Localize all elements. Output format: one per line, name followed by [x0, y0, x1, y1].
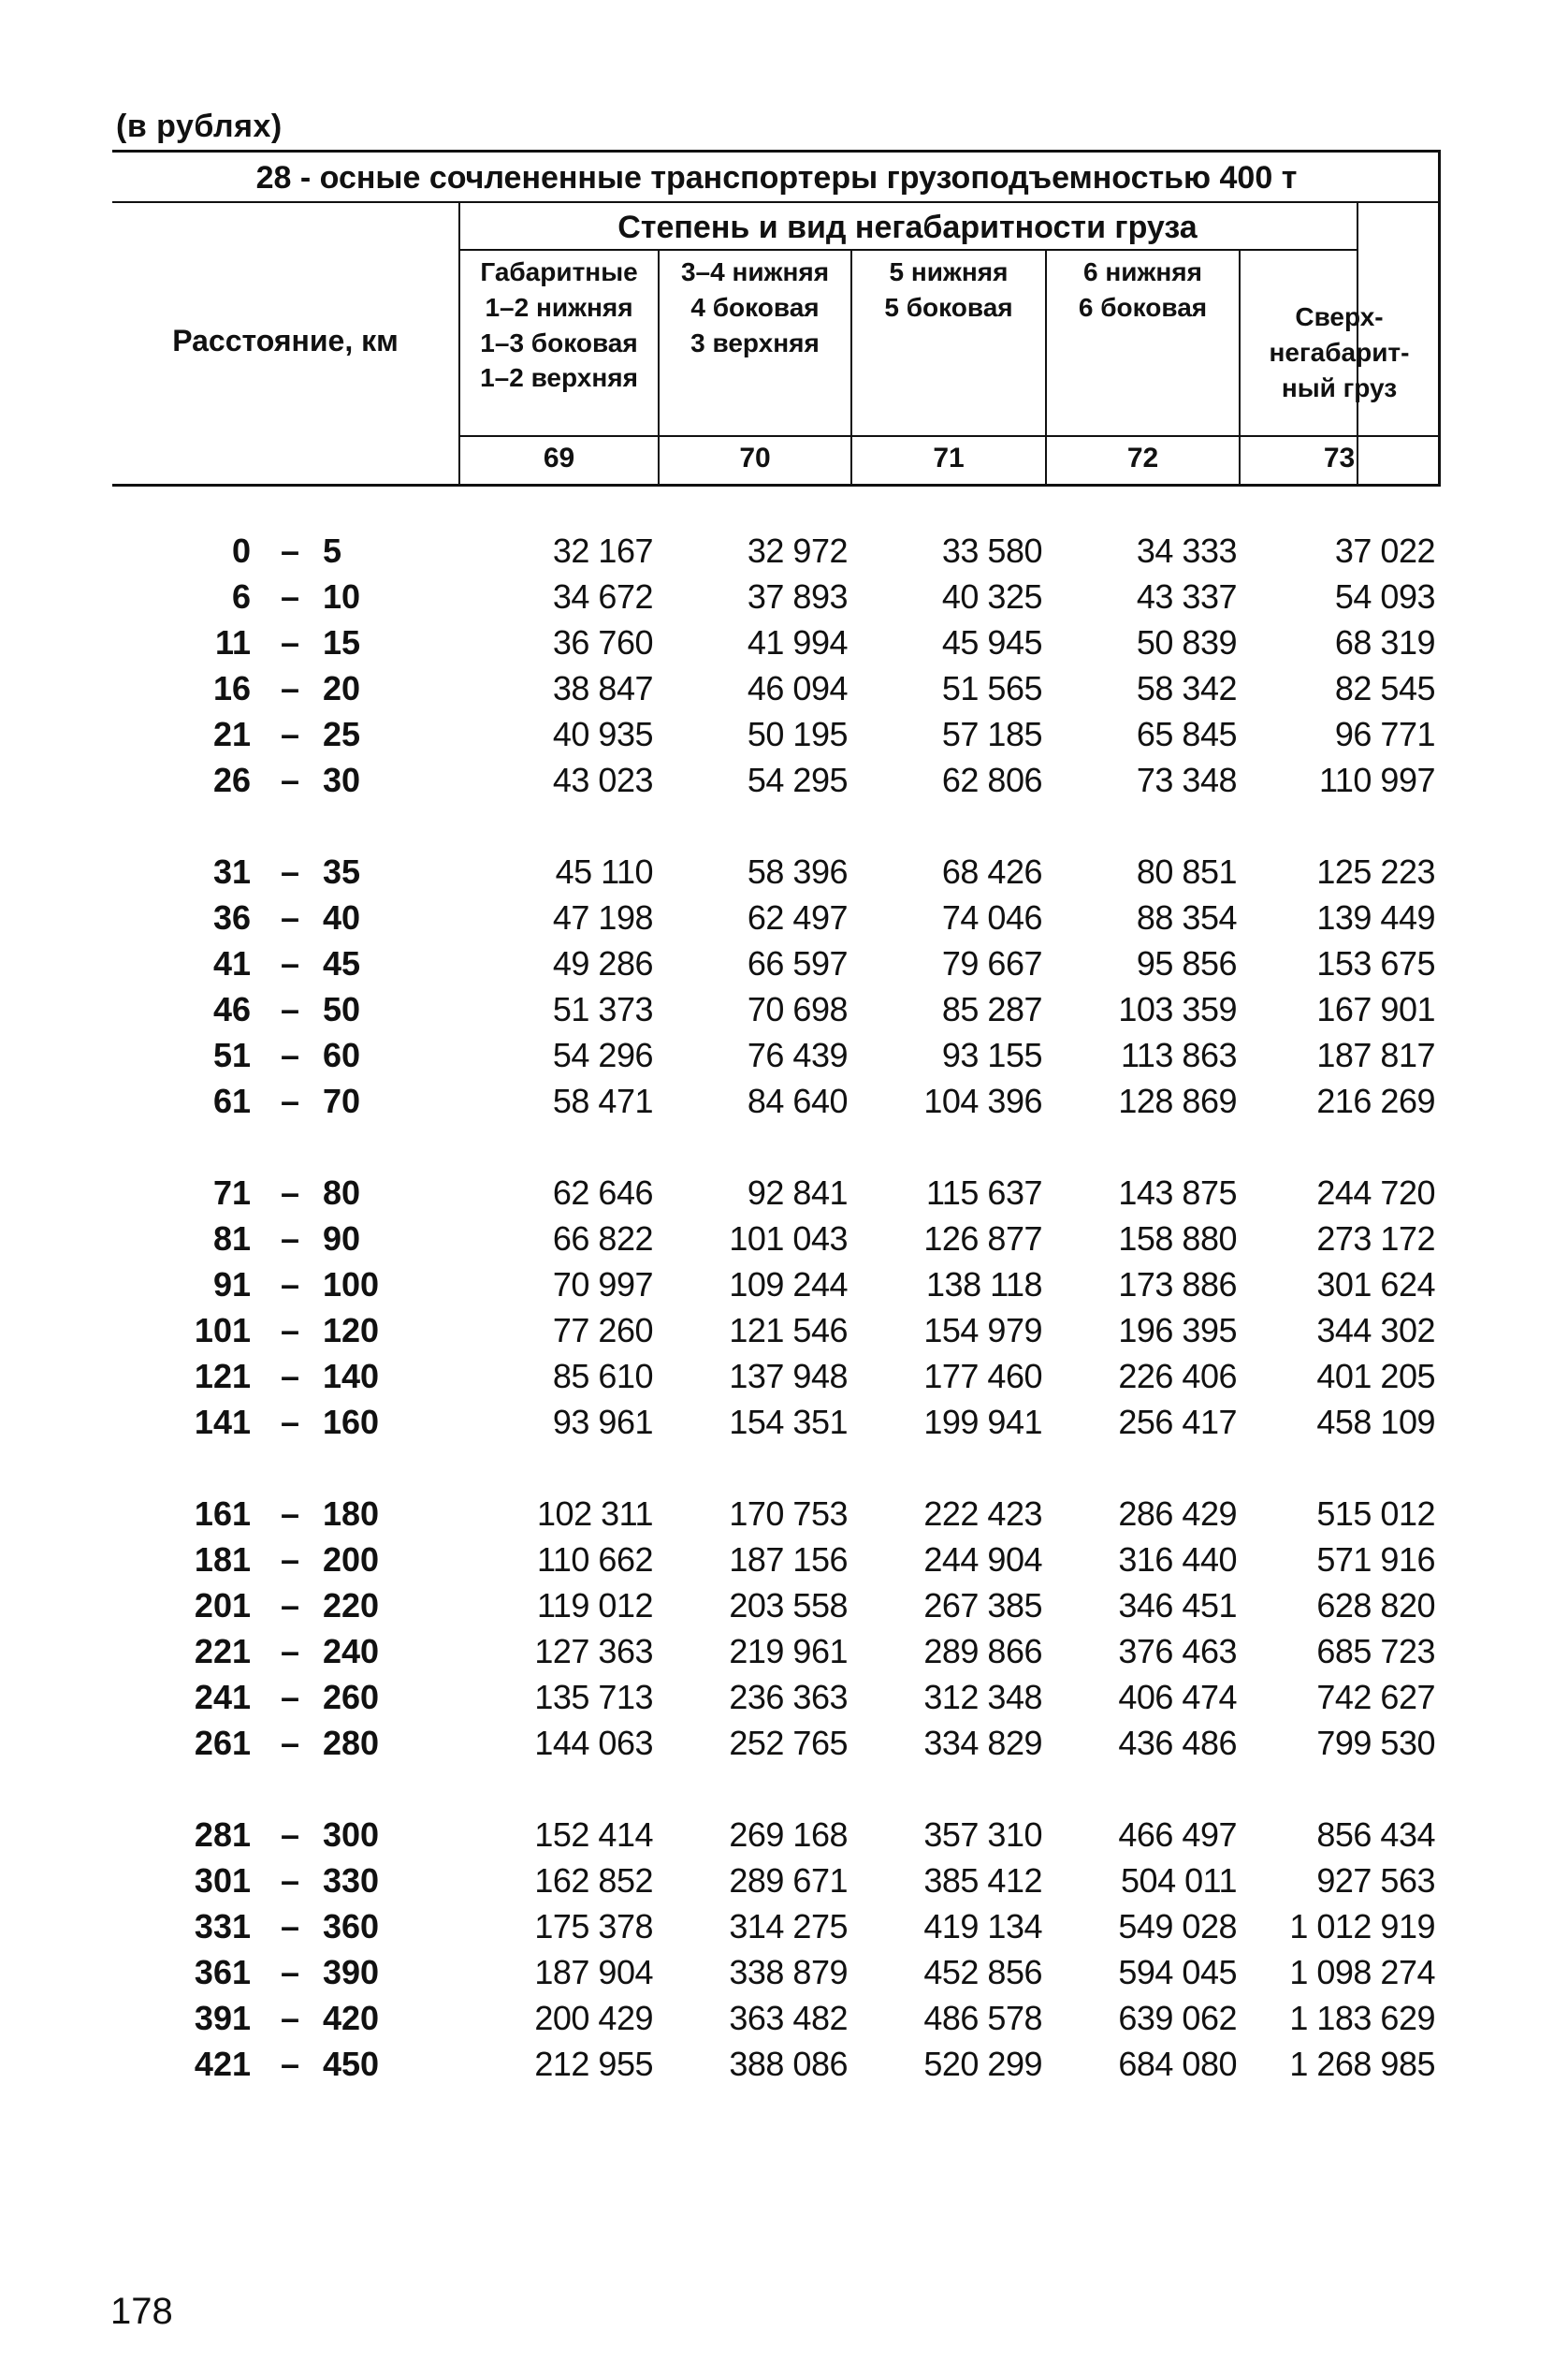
cell-value: 639 062	[1118, 1999, 1237, 2037]
distance-to: 200	[323, 1540, 380, 1579]
distance-to: 330	[323, 1861, 380, 1900]
distance-from: 181	[194, 1540, 251, 1579]
cell-value: 144 063	[534, 1724, 653, 1762]
cell-value: 37 022	[1334, 532, 1435, 570]
cell-value: 137 948	[729, 1357, 848, 1395]
distance-to: 390	[323, 1953, 380, 1991]
distance-from: 51	[212, 1036, 251, 1074]
column-number-71: 71	[933, 443, 965, 474]
cell-value: 158 880	[1118, 1219, 1237, 1258]
distance-from: 241	[194, 1678, 251, 1716]
cell-value: 36 760	[552, 623, 653, 662]
cell-value: 203 558	[729, 1586, 848, 1625]
distance-to: 100	[323, 1265, 380, 1304]
table-row	[0, 1812, 1568, 1858]
table-row	[0, 1582, 1568, 1628]
column-number-73: 73	[1323, 443, 1356, 474]
distance-to: 240	[323, 1632, 380, 1670]
distance-from: 261	[194, 1724, 251, 1762]
cell-value: 419 134	[923, 1907, 1042, 1945]
cell-value: 1 012 919	[1289, 1907, 1435, 1945]
unit-note: (в рублях)	[116, 109, 283, 144]
distance-to: 300	[323, 1815, 380, 1854]
distance-from: 61	[212, 1082, 251, 1120]
cell-value: 346 451	[1118, 1586, 1237, 1625]
cell-value: 267 385	[923, 1586, 1042, 1625]
cell-value: 128 869	[1118, 1082, 1237, 1120]
cell-value: 68 426	[941, 852, 1042, 891]
cell-value: 54 295	[747, 761, 848, 799]
distance-to: 260	[323, 1678, 380, 1716]
cell-value: 62 806	[941, 761, 1042, 799]
cell-value: 40 935	[552, 715, 653, 753]
cell-value: 520 299	[923, 2045, 1042, 2083]
distance-dash: –	[280, 1907, 300, 1945]
cell-value: 43 337	[1136, 577, 1237, 616]
distance-from: 31	[212, 852, 251, 891]
cell-value: 93 155	[941, 1036, 1042, 1074]
cell-value: 80 851	[1136, 852, 1237, 891]
cell-value: 187 817	[1316, 1036, 1435, 1074]
cell-value: 57 185	[941, 715, 1042, 753]
cell-value: 73 348	[1136, 761, 1237, 799]
column-header-73: Сверх- негабарит- ный груз	[1269, 302, 1410, 402]
table-row	[0, 1307, 1568, 1353]
cell-value: 47 198	[552, 898, 653, 937]
distance-to: 360	[323, 1907, 380, 1945]
cell-value: 458 109	[1316, 1403, 1435, 1441]
cell-value: 92 841	[747, 1173, 848, 1212]
table-row	[0, 940, 1568, 986]
cell-value: 103 359	[1118, 990, 1237, 1028]
cell-value: 244 720	[1316, 1173, 1435, 1212]
distance-from: 41	[212, 944, 251, 983]
cell-value: 79 667	[941, 944, 1042, 983]
distance-dash: –	[280, 2045, 300, 2083]
cell-value: 628 820	[1316, 1586, 1435, 1625]
cell-value: 76 439	[747, 1036, 848, 1074]
distance-dash: –	[280, 1219, 300, 1258]
distance-from: 11	[214, 623, 251, 662]
cell-value: 49 286	[552, 944, 653, 983]
distance-from: 26	[212, 761, 251, 799]
cell-value: 1 268 985	[1289, 2045, 1435, 2083]
distance-to: 420	[323, 1999, 380, 2037]
distance-to: 450	[323, 2045, 380, 2083]
distance-to: 25	[323, 715, 361, 753]
distance-dash: –	[280, 1953, 300, 1991]
cell-value: 96 771	[1334, 715, 1435, 753]
distance-from: 421	[194, 2045, 251, 2083]
distance-to: 160	[323, 1403, 380, 1441]
distance-dash: –	[280, 1311, 300, 1349]
cell-value: 121 546	[729, 1311, 848, 1349]
table-row	[0, 1216, 1568, 1261]
cell-value: 50 839	[1136, 623, 1237, 662]
cell-value: 138 118	[926, 1265, 1042, 1304]
cell-value: 109 244	[729, 1265, 848, 1304]
distance-from: 21	[212, 715, 251, 753]
cell-value: 927 563	[1316, 1861, 1435, 1900]
distance-dash: –	[280, 623, 300, 662]
distance-dash: –	[280, 1265, 300, 1304]
cell-value: 594 045	[1118, 1953, 1237, 1991]
cell-value: 406 474	[1118, 1678, 1237, 1716]
cell-value: 68 319	[1334, 623, 1435, 662]
cell-value: 1 183 629	[1289, 1999, 1435, 2037]
cell-value: 102 311	[537, 1494, 653, 1533]
cell-value: 40 325	[941, 577, 1042, 616]
distance-dash: –	[280, 1586, 300, 1625]
cell-value: 212 955	[534, 2045, 653, 2083]
cell-value: 50 195	[747, 715, 848, 753]
cell-value: 45 945	[941, 623, 1042, 662]
table-row	[0, 2041, 1568, 2087]
distance-dash: –	[280, 715, 300, 753]
cell-value: 436 486	[1118, 1724, 1237, 1762]
distance-dash: –	[280, 1999, 300, 2037]
distance-dash: –	[280, 1724, 300, 1762]
cell-value: 236 363	[729, 1678, 848, 1716]
table-row	[0, 1078, 1568, 1124]
distance-from: 161	[194, 1494, 251, 1533]
table-row	[0, 619, 1568, 665]
table-row	[0, 757, 1568, 803]
table-row	[0, 1261, 1568, 1307]
distance-from: 221	[194, 1632, 251, 1670]
distance-from: 301	[194, 1861, 251, 1900]
cell-value: 110 997	[1319, 761, 1435, 799]
cell-value: 62 497	[747, 898, 848, 937]
distance-from: 6	[231, 577, 251, 616]
cell-value: 196 395	[1118, 1311, 1237, 1349]
distance-dash: –	[280, 1357, 300, 1395]
cell-value: 187 904	[534, 1953, 653, 1991]
cell-value: 684 080	[1118, 2045, 1237, 2083]
cell-value: 41 994	[747, 623, 848, 662]
page-number: 178	[110, 2291, 173, 2332]
cell-value: 45 110	[555, 852, 653, 891]
cell-value: 357 310	[923, 1815, 1042, 1854]
table-row	[0, 1995, 1568, 2041]
distance-to: 10	[323, 577, 361, 616]
cell-value: 256 417	[1118, 1403, 1237, 1441]
column-header-72: 6 нижняя 6 боковая	[1078, 257, 1208, 322]
distance-from: 0	[231, 532, 251, 570]
cell-value: 66 822	[552, 1219, 653, 1258]
cell-value: 93 961	[552, 1403, 653, 1441]
cell-value: 385 412	[923, 1861, 1042, 1900]
distance-to: 35	[323, 852, 361, 891]
distance-from: 71	[212, 1173, 251, 1212]
cell-value: 32 167	[552, 532, 653, 570]
cell-value: 170 753	[729, 1494, 848, 1533]
cell-value: 110 662	[537, 1540, 653, 1579]
table-row	[0, 1628, 1568, 1674]
cell-value: 199 941	[923, 1403, 1042, 1441]
table-row	[0, 665, 1568, 711]
cell-value: 119 012	[537, 1586, 653, 1625]
distance-to: 220	[323, 1586, 380, 1625]
cell-value: 85 610	[552, 1357, 653, 1395]
distance-to: 30	[323, 761, 361, 799]
table-header	[112, 150, 1441, 487]
table-row	[0, 1032, 1568, 1078]
distance-from: 361	[194, 1953, 251, 1991]
cell-value: 334 829	[923, 1724, 1042, 1762]
cell-value: 401 205	[1316, 1357, 1435, 1395]
cell-value: 85 287	[941, 990, 1042, 1028]
distance-dash: –	[280, 1494, 300, 1533]
cell-value: 54 296	[552, 1036, 653, 1074]
cell-value: 452 856	[923, 1953, 1042, 1991]
cell-value: 363 482	[729, 1999, 848, 2037]
distance-to: 80	[323, 1173, 361, 1212]
cell-value: 46 094	[747, 669, 848, 707]
cell-value: 187 156	[729, 1540, 848, 1579]
cell-value: 466 497	[1118, 1815, 1237, 1854]
distance-dash: –	[280, 944, 300, 983]
cell-value: 153 675	[1316, 944, 1435, 983]
distance-from: 101	[194, 1311, 251, 1349]
cell-value: 58 396	[747, 852, 848, 891]
distance-to: 15	[323, 623, 361, 662]
distance-from: 121	[194, 1357, 251, 1395]
cell-value: 77 260	[552, 1311, 653, 1349]
table-row	[0, 1858, 1568, 1903]
distance-dash: –	[280, 761, 300, 799]
distance-from: 16	[212, 669, 251, 707]
cell-value: 226 406	[1118, 1357, 1237, 1395]
cell-value: 34 672	[552, 577, 653, 616]
cell-value: 58 471	[552, 1082, 653, 1120]
distance-to: 50	[323, 990, 361, 1028]
distance-to: 60	[323, 1036, 361, 1074]
distance-dash: –	[280, 898, 300, 937]
table-row	[0, 1353, 1568, 1399]
cell-value: 173 886	[1118, 1265, 1237, 1304]
distance-from: 36	[212, 898, 251, 937]
cell-value: 152 414	[534, 1815, 653, 1854]
degree-header: Степень и вид негабаритности груза	[617, 210, 1198, 245]
cell-value: 216 269	[1316, 1082, 1435, 1120]
distance-dash: –	[280, 990, 300, 1028]
cell-value: 154 979	[923, 1311, 1042, 1349]
distance-dash: –	[280, 1861, 300, 1900]
distance-to: 180	[323, 1494, 380, 1533]
cell-value: 219 961	[729, 1632, 848, 1670]
cell-value: 269 168	[729, 1815, 848, 1854]
table-row	[0, 1949, 1568, 1995]
cell-value: 74 046	[941, 898, 1042, 937]
distance-from: 141	[194, 1403, 251, 1441]
distance-from: 46	[212, 990, 251, 1028]
cell-value: 222 423	[923, 1494, 1042, 1533]
cell-value: 65 845	[1136, 715, 1237, 753]
cell-value: 135 713	[534, 1678, 653, 1716]
cell-value: 685 723	[1316, 1632, 1435, 1670]
cell-value: 286 429	[1118, 1494, 1237, 1533]
cell-value: 344 302	[1316, 1311, 1435, 1349]
cell-value: 175 378	[534, 1907, 653, 1945]
cell-value: 314 275	[729, 1907, 848, 1945]
table-row	[0, 1537, 1568, 1582]
cell-value: 376 463	[1118, 1632, 1237, 1670]
distance-from: 281	[194, 1815, 251, 1854]
cell-value: 154 351	[729, 1403, 848, 1441]
cell-value: 162 852	[534, 1861, 653, 1900]
distance-dash: –	[280, 1815, 300, 1854]
table-row	[0, 1399, 1568, 1445]
distance-header: Расстояние, км	[172, 324, 399, 357]
cell-value: 38 847	[552, 669, 653, 707]
column-number-72: 72	[1126, 443, 1159, 474]
cell-value: 289 671	[729, 1861, 848, 1900]
table-row	[0, 574, 1568, 619]
cell-value: 101 043	[729, 1219, 848, 1258]
cell-value: 742 627	[1316, 1678, 1435, 1716]
cell-value: 177 460	[923, 1357, 1042, 1395]
cell-value: 37 893	[747, 577, 848, 616]
cell-value: 312 348	[923, 1678, 1042, 1716]
cell-value: 856 434	[1316, 1815, 1435, 1854]
table-row	[0, 895, 1568, 940]
cell-value: 43 023	[552, 761, 653, 799]
cell-value: 104 396	[923, 1082, 1042, 1120]
table-row	[0, 1674, 1568, 1720]
cell-value: 82 545	[1334, 669, 1435, 707]
cell-value: 127 363	[534, 1632, 653, 1670]
cell-value: 51 565	[941, 669, 1042, 707]
cell-value: 139 449	[1316, 898, 1435, 937]
cell-value: 51 373	[552, 990, 653, 1028]
distance-dash: –	[280, 1678, 300, 1716]
column-number-69: 69	[543, 443, 575, 474]
distance-to: 280	[323, 1724, 380, 1762]
distance-to: 120	[323, 1311, 380, 1349]
cell-value: 143 875	[1118, 1173, 1237, 1212]
distance-from: 91	[212, 1265, 251, 1304]
distance-from: 201	[194, 1586, 251, 1625]
table-title: 28 - осные сочлененные транспортеры грузоподъемностью 400 т	[255, 160, 1298, 196]
cell-value: 70 997	[552, 1265, 653, 1304]
table-row	[0, 711, 1568, 757]
cell-value: 126 877	[923, 1219, 1042, 1258]
cell-value: 115 637	[926, 1173, 1042, 1212]
cell-value: 54 093	[1334, 577, 1435, 616]
column-number-70: 70	[739, 443, 771, 474]
distance-to: 40	[323, 898, 361, 937]
cell-value: 301 624	[1316, 1265, 1435, 1304]
distance-dash: –	[280, 852, 300, 891]
distance-dash: –	[280, 1403, 300, 1441]
cell-value: 32 972	[747, 532, 848, 570]
distance-to: 45	[323, 944, 361, 983]
cell-value: 549 028	[1118, 1907, 1237, 1945]
cell-value: 58 342	[1136, 669, 1237, 707]
cell-value: 125 223	[1316, 852, 1435, 891]
cell-value: 316 440	[1118, 1540, 1237, 1579]
cell-value: 289 866	[923, 1632, 1042, 1670]
cell-value: 33 580	[941, 532, 1042, 570]
cell-value: 62 646	[552, 1173, 653, 1212]
cell-value: 388 086	[729, 2045, 848, 2083]
distance-to: 90	[323, 1219, 361, 1258]
cell-value: 252 765	[729, 1724, 848, 1762]
column-header-71: 5 нижняя 5 боковая	[884, 257, 1013, 322]
table-row	[0, 849, 1568, 895]
cell-value: 504 011	[1121, 1861, 1237, 1900]
cell-value: 486 578	[923, 1999, 1042, 2037]
table-row	[0, 986, 1568, 1032]
cell-value: 799 530	[1316, 1724, 1435, 1762]
distance-to: 70	[323, 1082, 361, 1120]
cell-value: 167 901	[1316, 990, 1435, 1028]
cell-value: 70 698	[747, 990, 848, 1028]
cell-value: 1 098 274	[1289, 1953, 1435, 1991]
distance-dash: –	[280, 1632, 300, 1670]
cell-value: 273 172	[1316, 1219, 1435, 1258]
cell-value: 84 640	[747, 1082, 848, 1120]
distance-dash: –	[280, 1540, 300, 1579]
distance-dash: –	[280, 1082, 300, 1120]
cell-value: 244 904	[923, 1540, 1042, 1579]
table-row	[0, 528, 1568, 574]
distance-from: 81	[212, 1219, 251, 1258]
table-row	[0, 1170, 1568, 1216]
cell-value: 88 354	[1136, 898, 1237, 937]
distance-from: 391	[194, 1999, 251, 2037]
distance-to: 140	[323, 1357, 380, 1395]
column-header-69: Габаритные 1–2 нижняя 1–3 боковая 1–2 верхняя	[480, 257, 638, 393]
distance-dash: –	[280, 532, 300, 570]
cell-value: 200 429	[534, 1999, 653, 2037]
cell-value: 515 012	[1316, 1494, 1435, 1533]
distance-dash: –	[280, 669, 300, 707]
distance-to: 20	[323, 669, 361, 707]
cell-value: 338 879	[729, 1953, 848, 1991]
cell-value: 571 916	[1316, 1540, 1435, 1579]
distance-dash: –	[280, 1173, 300, 1212]
cell-value: 113 863	[1121, 1036, 1237, 1074]
distance-dash: –	[280, 1036, 300, 1074]
table-row	[0, 1903, 1568, 1949]
table-row	[0, 1491, 1568, 1537]
table-row	[0, 1720, 1568, 1766]
distance-dash: –	[280, 577, 300, 616]
cell-value: 95 856	[1136, 944, 1237, 983]
column-header-70: 3–4 нижняя 4 боковая 3 верхняя	[680, 257, 830, 357]
distance-to: 5	[323, 532, 342, 570]
cell-value: 66 597	[747, 944, 848, 983]
distance-from: 331	[194, 1907, 251, 1945]
cell-value: 34 333	[1136, 532, 1237, 570]
